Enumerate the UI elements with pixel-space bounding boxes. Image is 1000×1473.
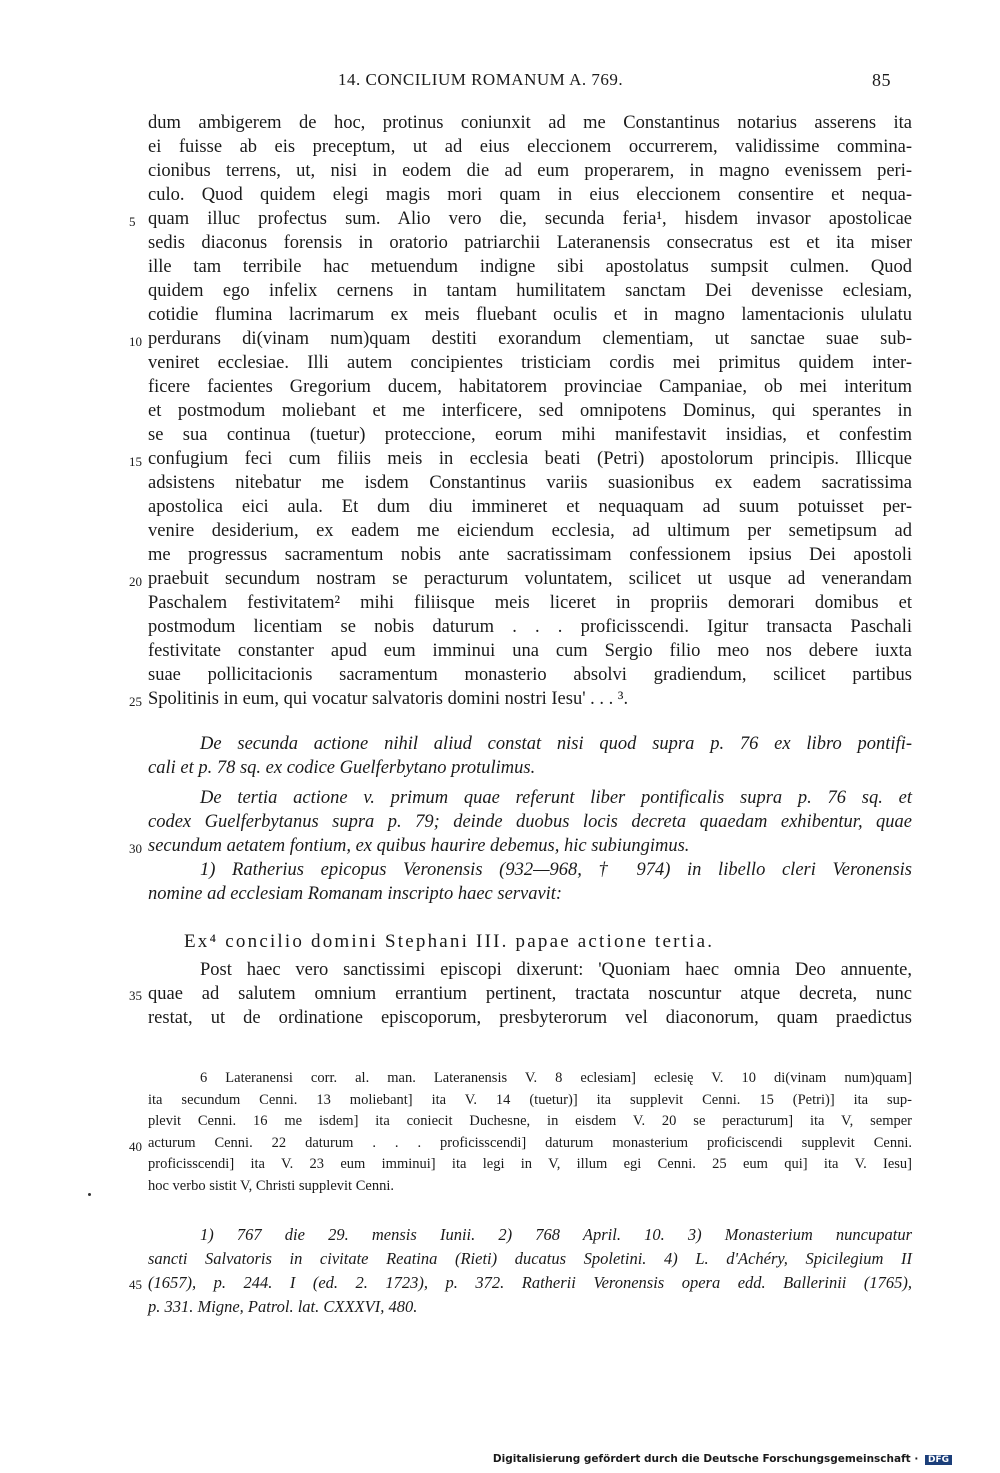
text-line: perdurans di(vinam num)quam destiti exorandum clementiam, ut sanctae suae sub-	[148, 329, 912, 349]
editorial-note-line: secundum aetatem fontium, ex quibus haurire debemus, hic subiungimus.	[148, 836, 690, 856]
text-line: venire desiderium, ex eadem me eiciendum ecclesia, ad ultimum per semetipsum ad	[148, 521, 912, 541]
text-line: praebuit secundum nostram se peracturum voluntatem, scilicet ut usque ad venerandam	[148, 569, 912, 589]
text-line: restat, ut de ordinatione episcoporum, presbyterorum vel diaconorum, quam praedictus	[148, 1008, 912, 1028]
apparatus-line: plevit Cenni. 16 me isdem] ita coniecit Duchesne, in eisdem V. 20 se peracturum] ita V, semper	[148, 1113, 912, 1129]
line-number: 40	[129, 1138, 142, 1154]
line-number: 45	[129, 1277, 142, 1292]
apparatus-line: acturum Cenni. 22 daturum . . . proficisscendi] daturum monasterium proficiscendi supplevit Cenni.	[148, 1134, 912, 1151]
line-number: 35	[129, 988, 142, 1003]
digitization-credit: Digitalisierung gefördert durch die Deutsche Forschungsgemeinschaft · DFG	[493, 1453, 952, 1465]
apparatus-line: 6 Lateranensi corr. al. man. Lateranensis V. 8 eclesiam] eclesię V. 10 di(vinam num)quam]	[200, 1070, 912, 1086]
line-number: 10	[129, 334, 142, 349]
line-number: 25	[129, 694, 142, 709]
dfg-logo: DFG	[925, 1455, 952, 1465]
footnote-line: (1657), p. 244. I (ed. 2. 1723), p. 372. Ratherii Veronensis opera edd. Ballerinii (1765),	[148, 1273, 912, 1292]
text-line: quam illuc profectus sum. Alio vero die, secunda feria¹, hisdem invasor apostolicae	[148, 209, 912, 229]
text-line: quidem ego infelix cernens in tantam humilitatem sanctam Dei devenisse eclesiam,	[148, 281, 912, 301]
text-line: veniret ecclesiae. Illi autem concipientes tristiciam cordis mei primitus quidem inter-	[148, 353, 912, 373]
footnote-line: sancti Salvatoris in civitate Reatina (Rieti) ducatus Spoletini. 4) L. d'Achéry, Spicilegium II	[148, 1249, 912, 1268]
editorial-note-line: De secunda actione nihil aliud constat nisi quod supra p. 76 ex libro pontifi-	[200, 734, 912, 754]
apparatus-line: proficisscendi] ita V. 23 eum imminui] ita legi in V, illum egi Cenni. 25 eum qui] ita V. Iesu]	[148, 1156, 912, 1172]
line-number: 30	[129, 841, 142, 856]
text-line: et postmodum moliebant et me interficere, sed omnipotens Dominus, qui sperantes in	[148, 401, 912, 421]
footnote-line: p. 331. Migne, Patrol. lat. CXXXVI, 480.	[148, 1297, 418, 1316]
editorial-note-line: 1) Ratherius epicopus Veronensis (932—968, † 974) in libello cleri Veronensis	[200, 860, 912, 880]
apparatus-line: hoc verbo sistit V, Christi supplevit Cenni.	[148, 1177, 394, 1194]
text-line: quae ad salutem omnium errantium pertinent, tractata noscuntur atque decreta, nunc	[148, 984, 912, 1004]
text-line: cionibus terrens, ut, nisi in eodem die ad eum properarem, in magno evenissem peri-	[148, 161, 912, 181]
editorial-note-line: nomine ad ecclesiam Romanam inscripto haec servavit:	[148, 884, 563, 904]
speck	[88, 1193, 91, 1196]
text-line: apostolica eici aula. Et dum diu immineret et nequaquam ad suum potuisset per-	[148, 497, 912, 517]
line-number: 5	[129, 214, 136, 229]
text-line: ille tam terribile hac metuendum indigne sibi apostolatus sumpsit culmen. Quod	[148, 257, 912, 277]
text-line: dum ambigerem de hoc, protinus coniunxit ad me Constantinus notarius asserens ita	[148, 113, 912, 133]
text-line: postmodum licentiam se nobis daturum . . . proficisscendi. Igitur transacta Paschali	[148, 617, 912, 637]
text-line: sedis diaconus forensis in oratorio patriarchii Lateranensis consecratus est et ita miser	[148, 233, 912, 253]
text-line: ei fuisse ab eis preceptum, ut ad eius eleccionem occurrerem, validissime commina-	[148, 137, 912, 157]
editorial-note-line: codex Guelferbytanus supra p. 79; deinde duobus locis decreta quaedam exhibentur, quae	[148, 812, 912, 832]
text-line: festivitate constanter apud eum imminui una cum Sergio filio meo nos debere iuxta	[148, 641, 912, 661]
text-line: Paschalem festivitatem² mihi filiisque meis liceret in propriis demorari domibus et	[148, 593, 912, 613]
text-line: ficere facientes Gregorium ducem, habitatorem provinciae Campaniae, ob mei interitum	[148, 377, 912, 397]
section-heading: Ex⁴ concilio domini Stephani III. papae actione tertia.	[184, 931, 715, 952]
apparatus-line: ita secundum Cenni. 13 moliebant] ita V. 14 (tuetur)] ita supplevit Cenni. 15 (Petri)] ita sup-	[148, 1091, 912, 1108]
text-line: suae pollicitacionis sacramentum monasterio absolvi gradiendum, scilicet partibus	[148, 665, 912, 685]
line-number: 20	[129, 574, 142, 589]
text-line: confugium feci cum filiis meis in ecclesia beati (Petri) apostolorum principis. Illicque	[148, 449, 912, 469]
running-header	[0, 70, 1000, 94]
line-number: 15	[129, 454, 142, 469]
text-line: Post haec vero sanctissimi episcopi dixerunt: 'Quoniam haec omnia Deo annuente,	[200, 960, 912, 980]
text-line: cotidie flumina lacrimarum ex meis fluebant oculis et in magno lamentacionis ululatu	[148, 305, 912, 325]
running-title: 14. CONCILIUM ROMANUM A. 769.	[338, 70, 624, 89]
editorial-note-line: cali et p. 78 sq. ex codice Guelferbytano protulimus.	[148, 758, 536, 778]
footnote-line: 1) 767 die 29. mensis Iunii. 2) 768 April. 10. 3) Monasterium nuncupatur	[200, 1225, 912, 1244]
page-number: 85	[872, 70, 891, 90]
editorial-note-line: De tertia actione v. primum quae referunt liber pontificalis supra p. 76 sq. et	[200, 788, 912, 808]
text-line: culo. Quod quidem elegi magis mori quam in eius eleccionem consentire et nequa-	[148, 185, 912, 205]
text-line: Spolitinis in eum, qui vocatur salvatoris domini nostri Iesu' . . . ³.	[148, 689, 629, 709]
text-line: adsistens nitebatur me isdem Constantinus variis suasionibus ex eadem sacratissima	[148, 473, 912, 493]
credit-text: Digitalisierung gefördert durch die Deutsche Forschungsgemeinschaft	[492, 1453, 911, 1465]
text-line: se sua continua (tuetur) proteccione, eorum mihi manifestavit insidias, et confestim	[148, 425, 912, 445]
text-line: me progressus sacramentum nobis ante sacratissimam confessionem ipsius Dei apostoli	[148, 545, 912, 565]
